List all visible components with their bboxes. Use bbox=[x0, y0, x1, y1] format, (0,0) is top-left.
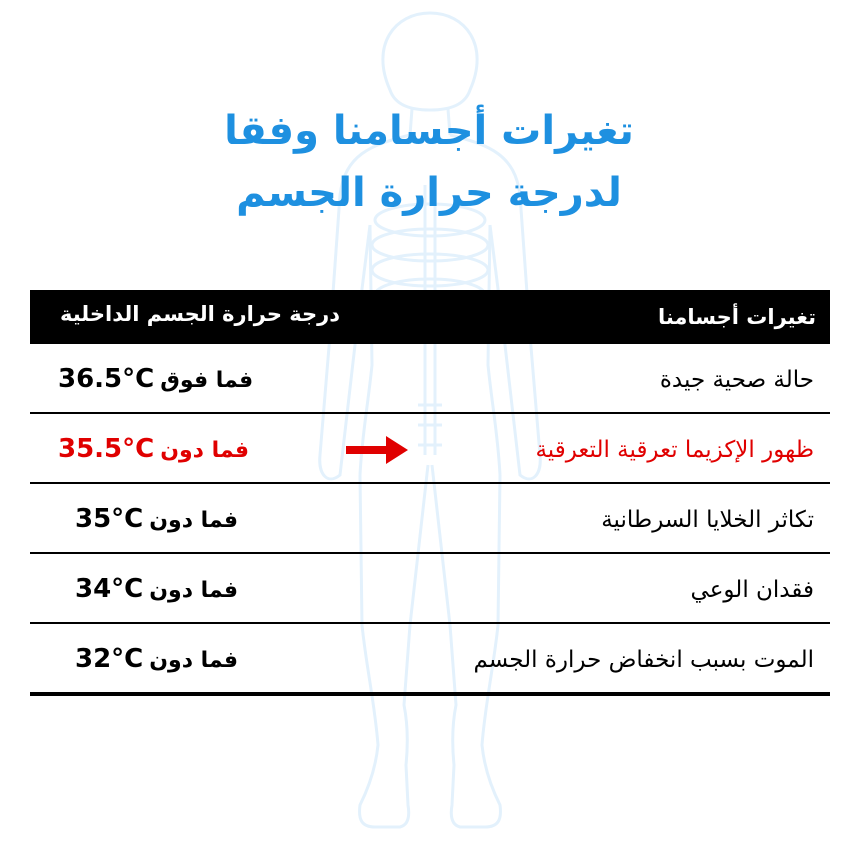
table-header bbox=[30, 290, 830, 344]
title-line-1: تغيرات أجسامنا وفقا bbox=[224, 108, 634, 154]
right-arrow-icon bbox=[346, 436, 408, 464]
row-effect: ظهور الإكزيما تعرقية التعرقية bbox=[535, 437, 814, 463]
temperature-qualifier: فما فوق bbox=[160, 368, 254, 393]
temperature-qualifier: فما دون bbox=[160, 438, 250, 463]
temperature-table bbox=[30, 290, 830, 696]
page-title bbox=[0, 100, 858, 224]
temperature-qualifier: فما دون bbox=[149, 648, 239, 673]
temperature-value: 35°C bbox=[75, 504, 144, 534]
table-row bbox=[30, 484, 830, 554]
row-temperature bbox=[58, 344, 253, 416]
header-temperature: درجة حرارة الجسم الداخلية bbox=[60, 302, 341, 326]
temperature-value: 34°C bbox=[75, 574, 144, 604]
table-row bbox=[30, 624, 830, 696]
header-effect: تغيرات أجسامنا bbox=[657, 305, 816, 329]
row-effect: تكاثر الخلايا السرطانية bbox=[601, 507, 814, 533]
row-effect: فقدان الوعي bbox=[690, 577, 814, 603]
row-temperature bbox=[58, 414, 249, 486]
row-temperature bbox=[75, 624, 238, 696]
row-effect: حالة صحية جيدة bbox=[659, 367, 814, 393]
temperature-qualifier: فما دون bbox=[149, 508, 239, 533]
table-row bbox=[30, 554, 830, 624]
temperature-value: 36.5°C bbox=[58, 364, 155, 394]
row-temperature bbox=[75, 554, 238, 626]
row-effect: الموت بسبب انخفاض حرارة الجسم bbox=[473, 647, 814, 673]
row-temperature bbox=[75, 484, 238, 556]
temperature-qualifier: فما دون bbox=[149, 578, 239, 603]
table-row-highlighted bbox=[30, 414, 830, 484]
table-row bbox=[30, 344, 830, 414]
temperature-value: 32°C bbox=[75, 644, 144, 674]
temperature-value: 35.5°C bbox=[58, 434, 155, 464]
title-line-2: لدرجة حرارة الجسم bbox=[236, 170, 622, 216]
